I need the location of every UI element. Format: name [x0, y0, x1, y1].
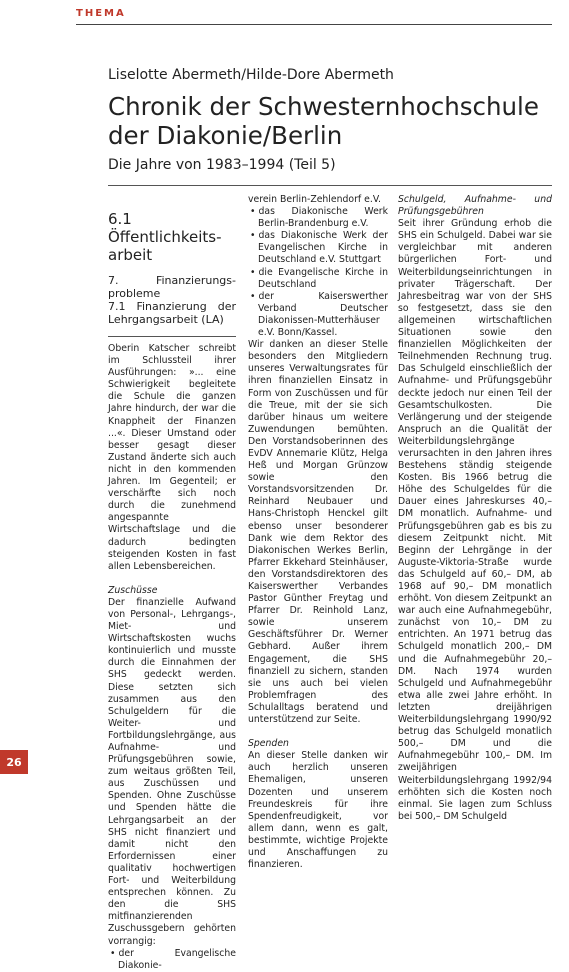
funder-list: [108, 948, 236, 972]
section-heading-schulgeld: Schulgeld, Aufnahme- und Prüfungsgebühren: [398, 194, 552, 218]
text-column-3: [398, 194, 552, 823]
list-item: • der Kaiserswerther Verband Deutscher Diakonissen-Mutterhäuser e.V. Bonn/Kassel.: [248, 291, 388, 339]
intro-paragraph: Oberin Katscher schreibt im Schlussteil ihrer Ausführungen: »... eine Schwierigkeit begleitete die Schule die ganzen Jahre hindurch, der war die Knappheit der Finanzen ...«. Dieser Umstand oder besser gesagt dieser Zustand änderte sich auch nicht in den kommenden Jahren. Im Gegenteil; er verschärfte sich noch durch die zunehmend angespannte Wirtschaftslage und die dadurch bedingten steigenden Kosten in fast allen Lebensbereichen.: [108, 343, 236, 572]
article-title: Chronik der Schwesternhochschule der Diakonie/Berlin: [108, 92, 539, 150]
subheading-divider: [108, 336, 236, 337]
list-item: • das Diakonische Werk der Evangelischen Kirche in Deutschland e.V. Stuttgart: [248, 230, 388, 266]
paragraph-zuschuesse: Der finanzielle Aufwand von Personal-, Lehrgangs-, Miet- und Wirtschaftskosten wuchs kontinuierlich und musste durch die Einnahmen der SHS gedeckt werden. Diese setzten sich zusammen aus den Schulgeldern für die Weiter- und Fortbildungslehrgänge, aus Aufnahme- und Prüfungsgebühren sowie, zum weitaus größten Teil, aus Zuschüssen und Spenden. Ohne Zuschüsse und Spenden hätte die Lehrgangsarbeit an der SHS nicht finanziert und damit nicht den Erfordernissen einer qualitativ hochwertigen Fort- und Weiterbildung entsprechen können. Zu den die SHS mitfinanzierenden Zuschussgebern gehörten vorrangig:: [108, 596, 236, 947]
text-column-1: [108, 194, 236, 972]
paragraph-spenden: An dieser Stelle danken wir auch herzlich unseren Ehemaligen, unseren Dozenten und unserem Freundeskreis für ihre Spendenfreudigkeit, vor allem dann, wenn es galt, bestimmte, wichtige Projekte und Anschaffungen zu finanzieren.: [248, 750, 388, 871]
list-item: • der Evangelische Diakonie-: [108, 948, 236, 972]
list-continuation: verein Berlin-Zehlendorf e.V.: [248, 194, 381, 205]
list-item: • die Evangelische Kirche in Deutschland: [248, 267, 388, 291]
header-divider: [108, 185, 552, 186]
paragraph-schulgeld: Seit ihrer Gründung erhob die SHS ein Schulgeld. Dabei war sie vergleichbar mit anderen bürgerlichen Fort- und Weiterbildungseinrichtungen in privater Trägerschaft. Der Jahresbeitrag war von der SHS so festgesetzt, dass sie den allgemeinen wirtschaftlichen Situationen sowie den finanziellen Möglichkeiten der Teilnehmenden Rechnung trug. Das Schulgeld einschließlich der Aufnahme- und Prüfungsgebühr deckte jedoch nur einen Teil der Gesamtschulkosten. Die Verlängerung und der steigende Anspruch an die Qualität der Weiterbildungslehrgänge verursachten in den Jahren ihres Bestehens ständig steigende Kosten. Bis 1966 betrug die Höhe des Schulgeldes für die Dauer eines Jahreskurses 40,– DM monatlich. Aufnahme- und Prüfungsgebühren gab es bis zu diesem Zeitpunkt nicht. Mit Beginn der Lehrgänge in der Auguste-Viktoria-Straße wurde das Schulgeld auf 60,– DM, ab 1968 auf 90,– DM monatlich erhöht. Von diesem Zeitpunkt an war auch eine Aufnahmegebühr, zunächst von 10,– DM zu entrichten. An 1971 betrug das Schulgeld monatlich 200,– DM und die Aufnahmegebühr 20,– DM. Nach 1974 wurden Schulgeld und Aufnahmegebühr etwa alle zwei Jahre erhöht. In letzten dreijährigen Weiterbildungslehrgang 1990/92 betrug das Schulgeld monatlich 500,– DM und die Aufnahmegebühr 100,– DM. Im zweijährigen Weiterbildungslehrgang 1992/94 erhöhten sich die Kosten noch einmal. Sie lagen zum Schluss bei 500,– DM Schulgeld: [398, 218, 552, 822]
article-subtitle: Die Jahre von 1983–1994 (Teil 5): [108, 157, 336, 173]
chapter-heading: 6.1 Öffentlichkeits-arbeit: [108, 210, 222, 264]
article-authors: Liselotte Abermeth/Hilde-Dore Abermeth: [108, 67, 394, 83]
list-item: • das Diakonische Werk Berlin-Brandenburg e.V.: [248, 206, 388, 230]
text-column-2: [248, 194, 388, 871]
section-heading-zuschuesse: Zuschüsse: [108, 584, 158, 596]
section-label: THEMA: [76, 8, 126, 19]
chapter-subheading: 7. Finanzierungs-probleme 7.1 Finanzierung der Lehrgangsarbeit (LA): [108, 274, 236, 326]
page-number: 26: [0, 750, 28, 774]
paragraph-thanks: Wir danken an dieser Stelle besonders den Mitgliedern unseres Verwaltungsrates für ihren finanziellen Einsatz in Form von Zuschüssen und für die Treue, mit der sie sich darüber hinaus um weitere Zuwendungen bemühten. Den Vorstandsoberinnen des EvDV Annemarie Klütz, Helga Heß und Morgan Grünzow sowie den Vorstandsvorsitzenden Dr. Reinhard Neubauer und Hans-Christoph Henckel gilt ebenso unser besonderer Dank wie dem Rektor des Diakonischen Werkes Berlin, Pfarrer Ekkehard Steinhäuser, den Vorstandsdirektoren des Kaiserswerther Verbandes Pastor Günther Freytag und Pfarrer Dr. Reinhold Lanz, sowie unserem Geschäftsführer Dr. Werner Gebhard. Außer ihrem Engagement, die SHS finanziell zu sichern, standen sie uns auch bei vielen Problemfragen des Schulalltags beratend und unterstützend zur Seite.: [248, 339, 388, 726]
section-heading-spenden: Spenden: [248, 738, 289, 750]
funder-list-continued: [248, 206, 388, 339]
section-divider: [76, 24, 552, 25]
